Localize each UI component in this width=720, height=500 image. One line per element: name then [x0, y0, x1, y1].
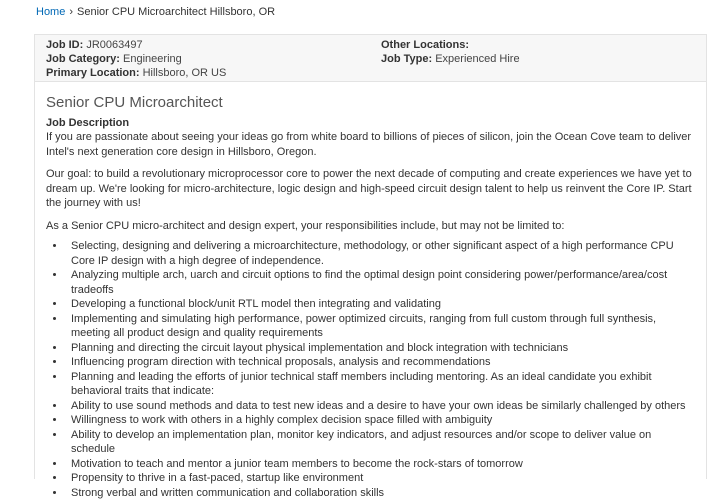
job-category-value: Engineering	[123, 53, 182, 65]
list-item: • Selecting, designing and delivering a microarchitecture, methodology, or other significant aspect of a high performance CPU Core IP design with a high degree of independence.	[66, 239, 695, 268]
job-posting-card	[34, 34, 707, 479]
job-type-label: Job Type:	[381, 53, 432, 65]
list-item: • Ability to develop an implementation plan, monitor key indicators, and adjust resources and/or scope to deliver value on schedule	[66, 428, 695, 457]
job-category-row	[46, 52, 182, 66]
breadcrumb-home-link[interactable]: Home	[36, 6, 65, 18]
list-item: • Analyzing multiple arch, uarch and circuit options to find the optimal design point considering power/performance/area/cost tradeoffs	[66, 268, 695, 297]
other-locations-row	[381, 38, 469, 52]
list-item: • Motivation to teach and mentor a junior team members to become the rock-stars of tomorrow	[66, 457, 695, 472]
job-title: Senior CPU Microarchitect	[46, 94, 695, 112]
responsibilities-list	[46, 239, 695, 500]
job-id-label: Job ID:	[46, 39, 83, 51]
list-item: • Planning and directing the circuit layout physical implementation and block integration with technicians	[66, 341, 695, 356]
breadcrumb-separator: ›	[69, 6, 73, 18]
job-type-row	[381, 52, 520, 66]
job-category-label: Job Category:	[46, 53, 120, 65]
breadcrumb	[0, 0, 720, 24]
list-item: • Implementing and simulating high performance, power optimized circuits, ranging from full custom through full synthesis, meeting all product design and quality requirements	[66, 312, 695, 341]
breadcrumb-current: Senior CPU Microarchitect Hillsboro, OR	[77, 6, 275, 18]
description-paragraph: Our goal: to build a revolutionary microprocessor core to power the next decade of computing and create experiences we have yet to dream up. We're looking for micro-architecture, logic design and high-speed circuit design talent to help us reinvent the Core IP. Start the journey with us!	[46, 167, 695, 211]
primary-location-value: Hillsboro, OR US	[143, 67, 227, 79]
job-type-value: Experienced Hire	[435, 53, 519, 65]
list-item: • Ability to use sound methods and data to test new ideas and a desire to have your own ideas be similarly challenged by others	[66, 399, 695, 414]
job-description-heading: Job Description	[46, 116, 695, 130]
list-item: • Strong verbal and written communication and collaboration skills	[66, 486, 695, 500]
list-item: • Propensity to thrive in a fast-paced, startup like environment	[66, 471, 695, 486]
job-meta-panel	[35, 35, 706, 82]
job-id-row	[46, 38, 143, 52]
primary-location-row	[46, 66, 226, 80]
list-item: • Planning and leading the efforts of junior technical staff members including mentoring. As an ideal candidate you exhibit behavioral traits that indicate:	[66, 370, 695, 399]
list-item: • Influencing program direction with technical proposals, analysis and recommendations	[66, 355, 695, 370]
job-content	[35, 94, 706, 500]
list-item: • Developing a functional block/unit RTL model then integrating and validating	[66, 297, 695, 312]
description-paragraph: If you are passionate about seeing your ideas go from white board to billions of pieces of silicon, join the Ocean Cove team to deliver Intel's next generation core design in Hillsboro, Oregon.	[46, 130, 695, 159]
job-id-value: JR0063497	[86, 39, 142, 51]
other-locations-label: Other Locations:	[381, 39, 469, 51]
description-paragraph: As a Senior CPU micro-architect and design expert, your responsibilities include, but may not be limited to:	[46, 219, 695, 234]
primary-location-label: Primary Location:	[46, 67, 140, 79]
list-item: • Willingness to work with others in a highly complex decision space filled with ambiguity	[66, 413, 695, 428]
